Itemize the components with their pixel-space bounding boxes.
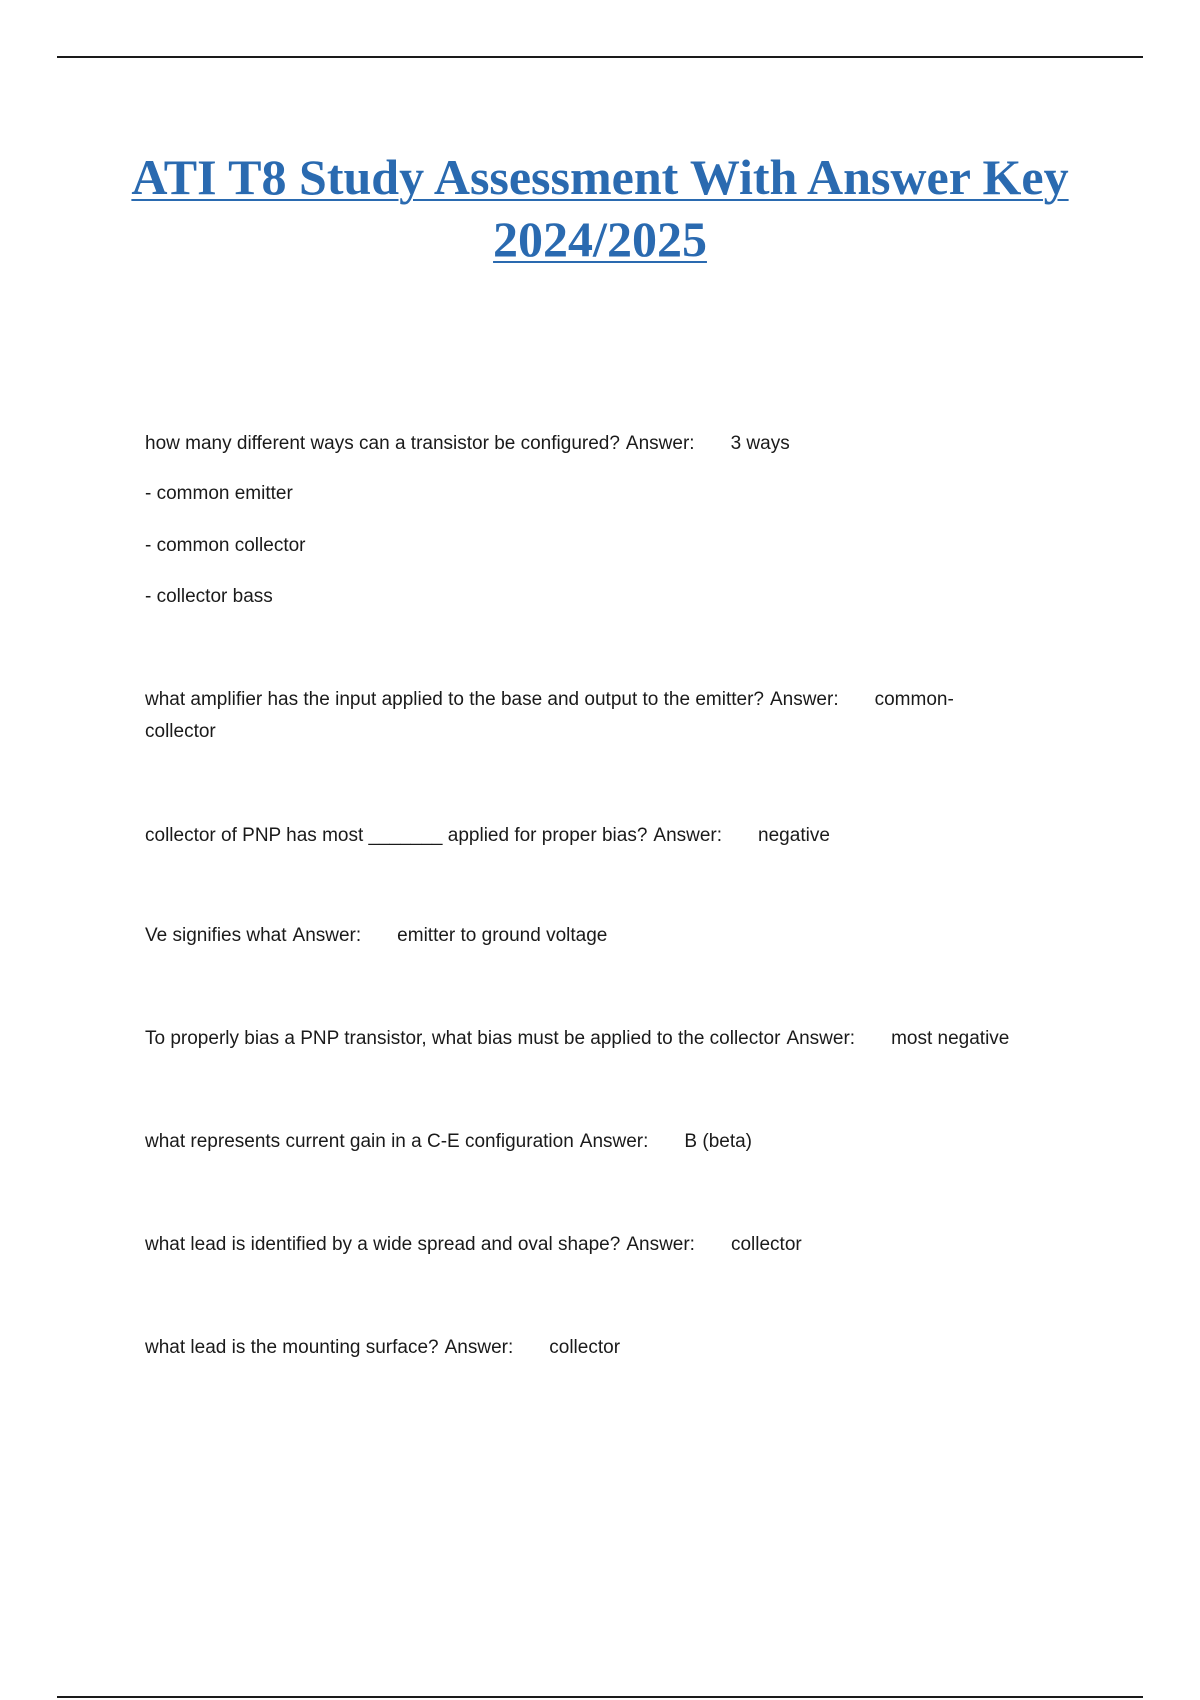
answer-label: Answer: [444,1337,514,1358]
question-text: collector of PNP has most _______ applied for proper bias? [145,825,648,846]
answer-label: Answer: [786,1028,856,1049]
title-line-1[interactable]: ATI T8 Study Assessment With Answer Key [131,149,1069,205]
answer-label: Answer: [626,1234,695,1255]
question-text: how many different ways can a transistor be configured? [145,433,620,454]
footer-rule [57,1696,1143,1698]
answer-text-part-2: collector [145,721,216,742]
qa-item-7 [145,1229,1085,1261]
qa-item-8 [145,1332,1085,1364]
answer-text: collector [730,1234,802,1255]
answer-text: most negative [891,1028,1010,1049]
page-title[interactable] [100,146,1100,270]
qa-item-5 [145,1023,1085,1055]
answer-label: Answer: [292,925,362,946]
answer-text-part-1: common- [874,689,954,710]
answer-label: Answer: [579,1131,649,1152]
sub-item: - common emitter [145,483,293,504]
question-text: what represents current gain in a C-E configuration [145,1131,574,1152]
answer-text: B (beta) [684,1131,753,1152]
qa-item-1 [145,428,1085,460]
answer-label: Answer: [769,689,839,710]
answer-label: Answer: [625,433,695,454]
answer-label: Answer: [653,825,723,846]
qa-item-6 [145,1126,1085,1158]
qa-item-3 [145,820,1085,852]
question-text: Ve signifies what [145,925,287,946]
question-text: what amplifier has the input applied to the base and output to the emitter? [145,689,764,710]
header-rule [57,56,1143,58]
title-line-2[interactable]: 2024/2025 [493,211,707,267]
question-text: what lead is the mounting surface? [145,1337,439,1358]
qa-item-4 [145,920,1085,952]
sub-item: - collector bass [145,586,273,607]
qa-item-2 [145,684,1085,748]
answer-text: collector [549,1337,621,1358]
answer-text: emitter to ground voltage [397,925,608,946]
answer-text: 3 ways [730,433,790,454]
question-text: what lead is identified by a wide spread and oval shape? [145,1234,621,1255]
sub-item: - common collector [145,535,306,556]
answer-text: negative [758,825,830,846]
question-text: To properly bias a PNP transistor, what bias must be applied to the collector [145,1028,781,1049]
